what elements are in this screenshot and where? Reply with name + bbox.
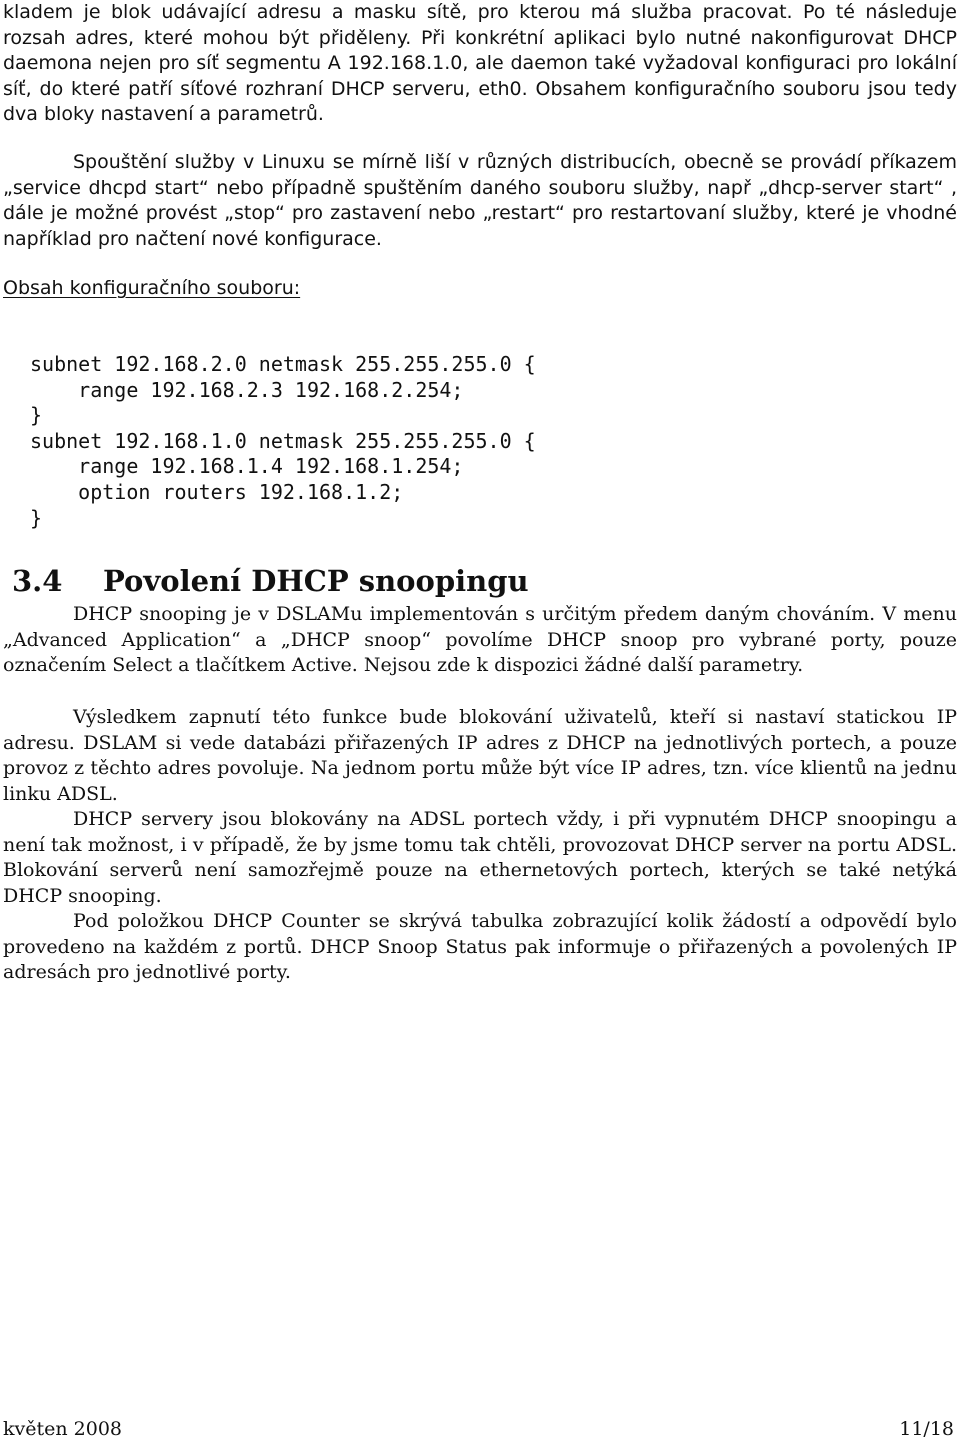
section-heading [12, 563, 529, 599]
paragraph-snooping-behavior: DHCP snooping je v DSLAMu implementován s určitým předem daným chováním. V menu „Advanced Application“ a „DHCP snoop“ povolíme DHCP snoop pro vybrané porty, pouze označením Select a tlačítkem Active. Nejsou zde k dispozici žádné další parametry. [3, 603, 957, 677]
paragraph-dhcp-config-intro: kladem je blok udávající adresu a masku sítě, pro kterou má služba pracovat. Po té následuje rozsah adres, které mohou být přiděleny. Při konkrétní aplikaci bylo nutné nakonfigurovat DHCP daemona nejen pro síť segmentu A 192.168.1.0, ale daemon také vyžadoval konfiguraci pro lokální síť, do které patří síťové rozhraní DHCP serveru, eth0. Obsahem konfiguračního souboru jsou tedy dva bloky nastavení a parametrů. [3, 1, 957, 126]
footer-date: květen 2008 [3, 1418, 123, 1440]
section-title-text: Povolení DHCP snoopingu [103, 564, 529, 598]
paragraph-dhcp-counter: Pod položkou DHCP Counter se skrývá tabulka zobrazující kolik žádostí a odpovědí bylo provedeno na každém z portů. DHCP Snoop Status pak informuje o přiřazených a povolených IP adresách pro jednotlivé porty. [3, 910, 957, 984]
paragraph-dhcp-servers-blocked: DHCP servery jsou blokovány na ADSL portech vždy, i při vypnutém DHCP snoopingu a není tak možnost, i v případě, že by jsme tomu tak chtěli, provozovat DHCP server na portu ADSL. Blokování serverů není samozřejmě pouze na ethernetových portech, kterých se také netýká DHCP snooping. [3, 808, 957, 907]
paragraph-service-start: Spouštění služby v Linuxu se mírně liší v různých distribucích, obecně se provádí příkazem „service dhcpd start“ nebo případně spuštěním daného souboru služby, např „dhcp-server start“ , dále je možné provést „stop“ pro zastavení nebo „restart“ pro restartovaní služby, které je vhodné například pro načtení nové konfigurace. [3, 151, 957, 250]
config-code-block: subnet 192.168.2.0 netmask 255.255.255.0 { range 192.168.2.3 192.168.2.254; } subnet 192.168.1.0 netmask 255.255.255.0 { range 192.168.1.4 192.168.1.254; option routers 192.168.1.2; } [30, 352, 536, 530]
footer-page-number: 11/18 [899, 1418, 954, 1440]
config-file-heading: Obsah konfiguračního souboru: [3, 277, 301, 299]
paragraph-snooping-result: Výsledkem zapnutí této funkce bude blokování uživatelů, kteří si nastaví statickou IP adresu. DSLAM si vede databázi přiřazených IP adres z DHCP na jednotlivých portech, a pouze provoz z těchto adres povoluje. Na jednom portu může být více IP adres, tzn. více klientů na jednu linku ADSL. [3, 706, 957, 805]
section-number: 3.4 [12, 564, 63, 598]
